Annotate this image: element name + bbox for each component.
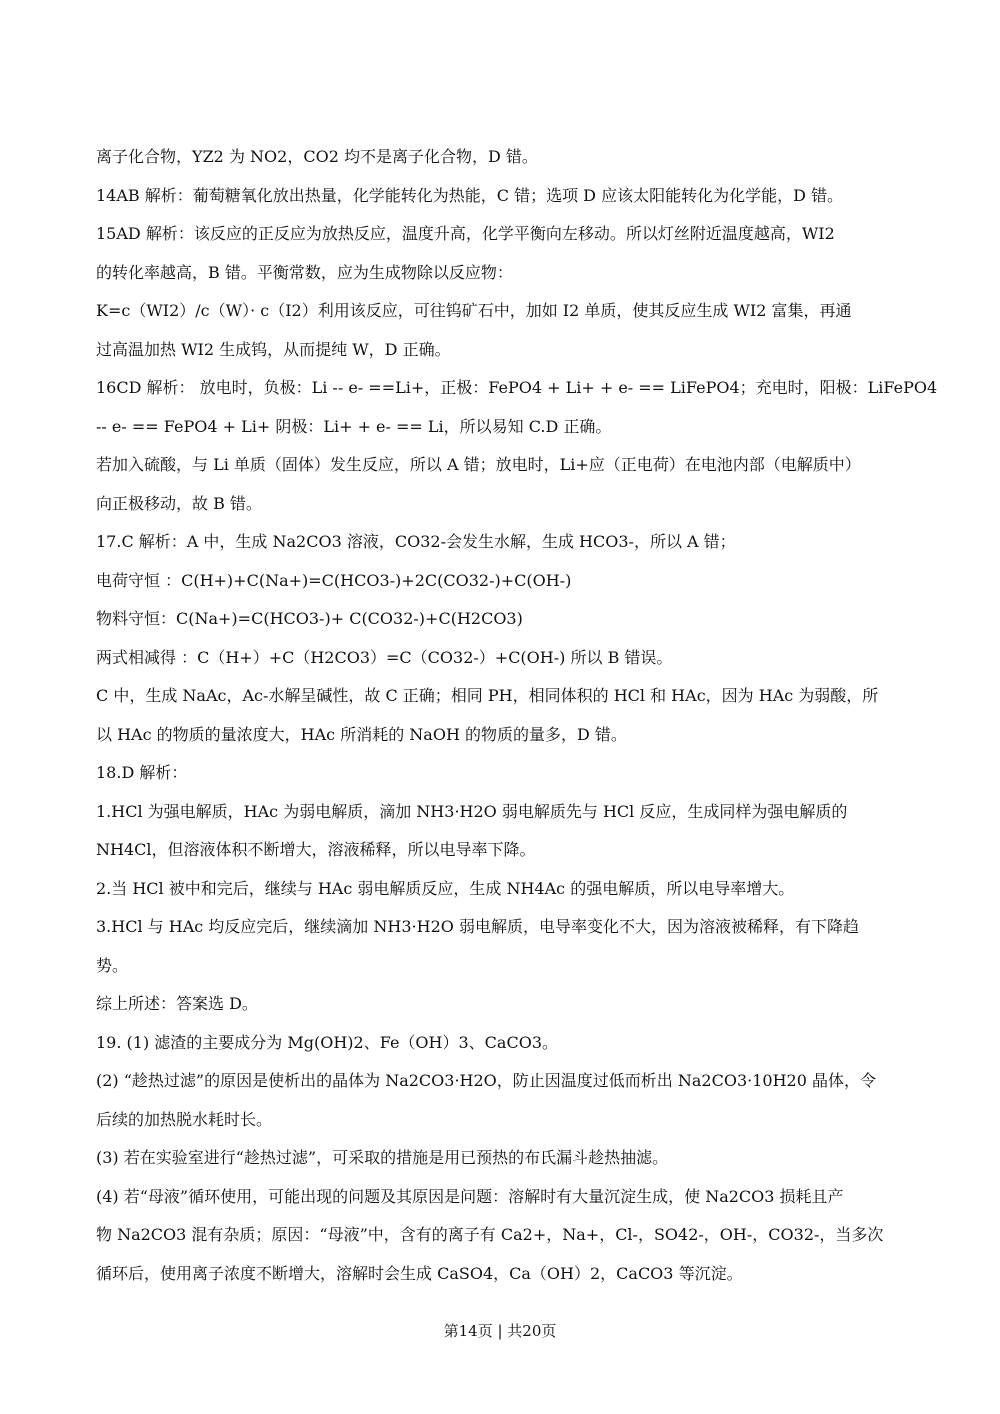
text-line: (4) 若“母液”循环使用，可能出现的问题及其原因是问题：溶解时有大量沉淀生成，使 Na2CO3 损耗且产	[96, 1186, 844, 1206]
text-line: K=c（WI2）/c（W）· c（I2）利用该反应，可往钨矿石中，加如 I2 单质，使其反应生成 WI2 富集，再通	[96, 301, 852, 320]
text-line: 势。	[96, 955, 129, 975]
text-line: 循环后，使用离子浓度不断增大，溶解时会生成 CaSO4，Ca（OH）2，CaCO3 等沉淀。	[96, 1263, 743, 1283]
text-line: 19. (1) 滤渣的主要成分为 Mg(OH)2、Fe（OH）3、CaCO3。	[96, 1032, 558, 1052]
text-line: 若加入硫酸，与 Li 单质（固体）发生反应，所以 A 错；放电时，Li+应（正电荷）在电池内部（电解质中）	[96, 455, 861, 474]
text-line: 16CD 解析： 放电时，负极：Li -- e- ==Li+，正极：FePO4 + Li+ + e- == LiFePO4；充电时，阳极：LiFePO4	[96, 378, 938, 397]
text-line: C 中，生成 NaAc，Ac-水解呈碱性，故 C 正确；相同 PH，相同体积的 HCl 和 HAc，因为 HAc 为弱酸，所	[96, 686, 879, 705]
text-line: 过高温加热 WI2 生成钨，从而提纯 W，D 正确。	[96, 339, 451, 359]
text-line: 的转化率越高，B 错。平衡常数，应为生成物除以反应物：	[96, 262, 513, 282]
text-line: 15AD 解析：该反应的正反应为放热反应，温度升高，化学平衡向左移动。所以灯丝附近温度越高，WI2	[96, 224, 835, 243]
text-line: -- e- == FePO4 + Li+ 阴极：Li+ + e- == Li，所以易知 C.D 正确。	[96, 416, 612, 436]
text-line: 18.D 解析：	[96, 763, 188, 782]
text-line: 综上所述：答案选 D。	[96, 994, 258, 1013]
text-line: 离子化合物，YZ2 为 NO2，CO2 均不是离子化合物，D 错。	[96, 147, 538, 166]
text-line: 17.C 解析：A 中，生成 Na2CO3 溶液，CO32-会发生水解，生成 HCO3-，所以 A 错；	[96, 532, 736, 551]
text-line: 1.HCl 为强电解质，HAc 为弱电解质，滴加 NH3·H2O 弱电解质先与 HCl 反应，生成同样为强电解质的	[96, 801, 848, 821]
text-line: 两式相减得 ：C（H+）+C（H2CO3）=C（CO32-）+C(OH-) 所以 B 错误。	[96, 647, 673, 667]
text-line: 14AB 解析：葡萄糖氧化放出热量，化学能转化为热能，C 错；选项 D 应该太阳能转化为化学能，D 错。	[96, 185, 844, 205]
text-line: 2.当 HCl 被中和完后，继续与 HAc 弱电解质反应，生成 NH4Ac 的强电解质，所以电导率增大。	[96, 878, 795, 898]
page-footer: 第14页 | 共20页	[443, 1322, 557, 1340]
text-line: (2) “趁热过滤”的原因是使析出的晶体为 Na2CO3·H2O，防止因温度过低而析出 Na2CO3·10H20 晶体，令	[96, 1071, 876, 1090]
text-line: 后续的加热脱水耗时长。	[96, 1109, 273, 1129]
answer-text-body	[96, 146, 938, 1301]
text-line: 3.HCl 与 HAc 均反应完后，继续滴加 NH3·H2O 弱电解质，电导率变化不大，因为溶液被稀释，有下降趋	[96, 917, 859, 936]
text-line: NH4Cl，但溶液体积不断增大，溶液稀释，所以电导率下降。	[96, 840, 536, 859]
text-line: 物 Na2CO3 混有杂质；原因：“母液”中，含有的离子有 Ca2+，Na+，Cl-，SO42-，OH-，CO32-，当多次	[96, 1225, 884, 1244]
text-line: 物料守恒：C(Na+)=C(HCO3-)+ C(CO32-)+C(H2CO3)	[96, 609, 523, 628]
text-line: 以 HAc 的物质的量浓度大，HAc 所消耗的 NaOH 的物质的量多，D 错。	[96, 724, 627, 744]
text-line: 向正极移动，故 B 错。	[96, 493, 262, 513]
text-line: 电荷守恒 ：C(H+)+C(Na+)=C(HCO3-)+2C(CO32-)+C(OH-)	[96, 570, 572, 590]
text-line: (3) 若在实验室进行“趁热过滤”，可采取的措施是用已预热的布氏漏斗趁热抽滤。	[96, 1148, 669, 1167]
